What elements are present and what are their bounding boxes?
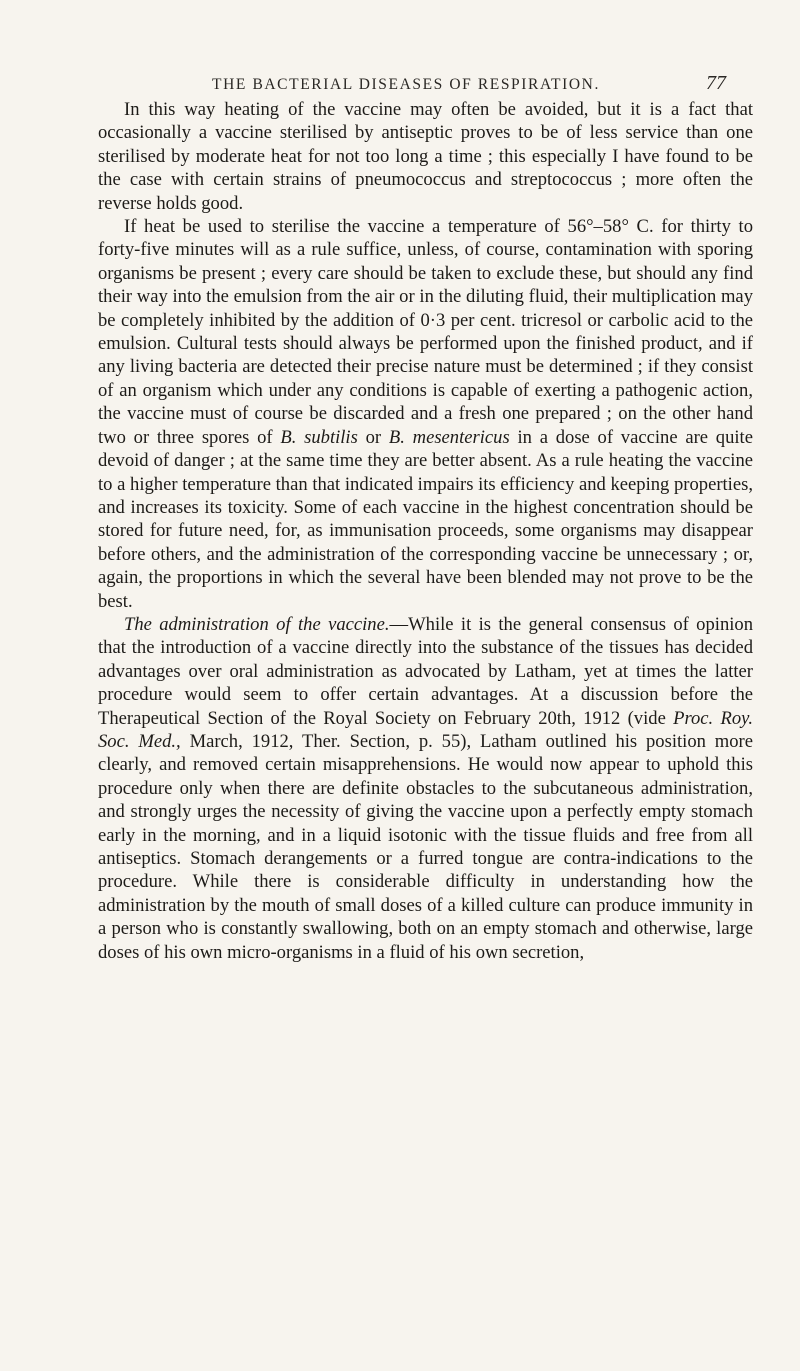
paragraph-3-text-b: March, 1912, Ther. Section, p. 55), Latham outlined his position more clearly, and removed certain misapprehensions. He would now appear to uphold this procedure only when there are definite obstacles to the subcutaneous administration, and strongly urges the necessity of giving the vaccine upon a perfectly empty stomach early in the morning, and in a liquid isotonic with the tissue fluids and free from all antiseptics. Stomach derangements or a furred tongue are contra-indications to the procedure. While there is considerable difficulty in understanding how the administration by the mouth of small doses of a killed culture can produce immunity in a person who is constantly swallowing, both on an empty stomach and otherwise, large doses of his own micro-organisms in a fluid of his own secretion,: [98, 730, 753, 963]
species-subtilis: B. subtilis: [280, 426, 358, 448]
journal-reference: Proc. Roy. Soc. Med.,: [98, 707, 753, 752]
species-mesentericus: B. mesentericus: [388, 426, 510, 448]
paragraph-3-text-a: —While it is the general consensus of opinion that the introduction of a vaccine directly into the substance of the tissues has decided advantages over oral administration as advocated by Latham, yet at times the latter procedure would seem to offer certain advantages. At a discussion before the Therapeutical Section of the Royal Society on February 20th, 1912 (vide: [98, 613, 754, 729]
section-heading: The administration of the vaccine.: [124, 613, 390, 635]
body-text: [98, 98, 753, 964]
paragraph-2-text-b: in a dose of vaccine are quite devoid of danger ; at the same time they are better absent. As a rule heating the vaccine to a higher temperature than that indicated impairs its efficiency and keeping properties, and increases its toxicity. Some of each vaccine in the highest concentration should be stored for future need, for, as immunisation proceeds, some organisms may disappear before others, and the administration of the corresponding vaccine be unnecessary ; or, again, the proportions in which the several have been blended may not prove to be the best.: [98, 426, 753, 612]
running-head: THE BACTERIAL DISEASES OF RESPIRATION.: [212, 76, 600, 93]
page-number: 77: [706, 72, 726, 94]
paragraph-2-text-a: If heat be used to sterilise the vaccine a temperature of 56°–58° C. for thirty to forty-five minutes will as a rule suffice, unless, of course, contamination with sporing organisms be present ; every care should be taken to exclude these, but should any find their way into the emulsion from the air or in the diluting fluid, their multiplication may be completely inhibited by the addition of 0·3 per cent. tricresol or carbolic acid to the emulsion. Cultural tests should always be performed upon the finished product, and if any living bacteria are detected their precise nature must be determined ; if they consist of an organism which under any conditions is capable of exerting a pathogenic action, the vaccine must of course be discarded and a fresh one prepared ; on the other hand two or three spores of: [98, 216, 753, 448]
paragraph-3: [98, 613, 753, 964]
paragraph-2: [98, 215, 753, 613]
paragraph-2-or: or: [365, 426, 382, 448]
paragraph-1: In this way heating of the vaccine may often be avoided, but it is a fact that occasionally a vaccine sterilised by antiseptic proves to be of less service than one sterilised by moderate heat for not too long a time ; this especially I have found to be the case with certain strains of pneumococcus and streptococcus ; more often the reverse holds good.: [98, 99, 753, 214]
